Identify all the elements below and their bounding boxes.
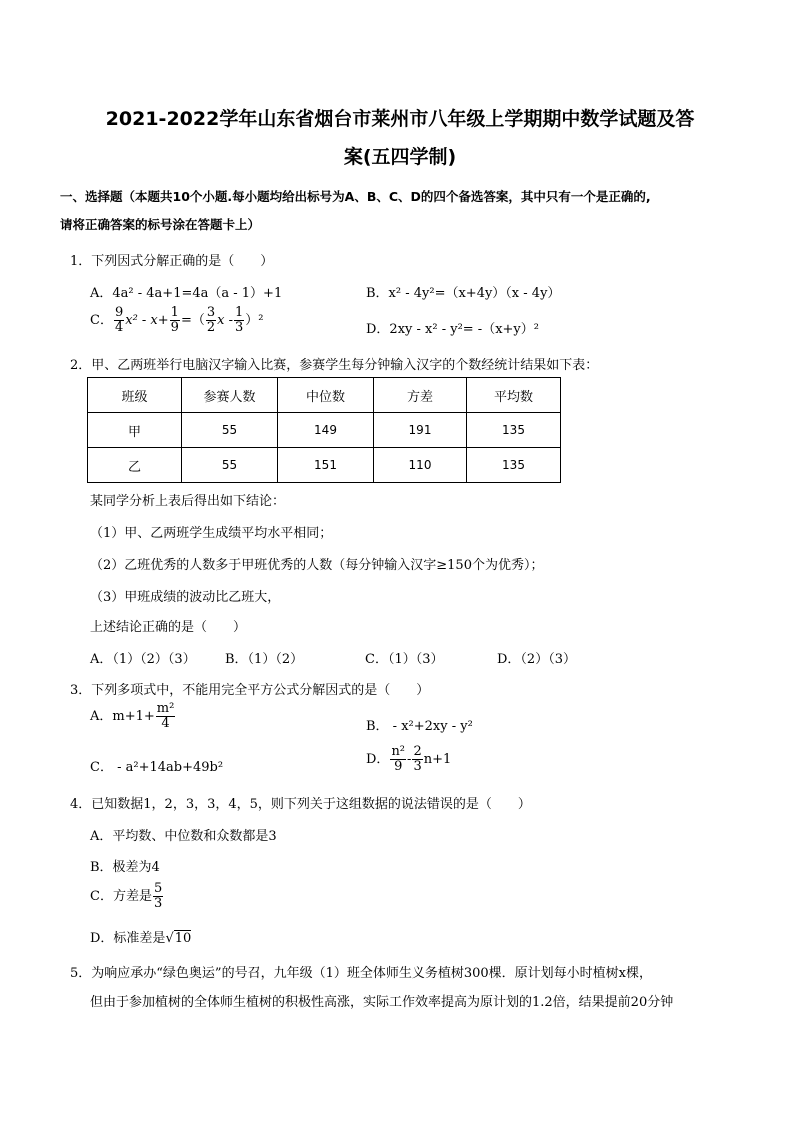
- q2-conclusion-1: （1）甲、乙两班学生成绩平均水平相同；: [90, 526, 333, 541]
- table-cell: 135: [467, 413, 561, 448]
- q1-c-fraction-4: $\frac{1}{3}$: [235, 305, 244, 335]
- q5-line-1: 5．为响应承办“绿色奥运”的号召，九年级（1）班全体师生义务植树300棵．原计划每小时植树x棵，: [70, 966, 652, 981]
- q3-d-label: D．: [366, 752, 390, 767]
- table-cell: 151: [278, 448, 374, 483]
- q2-option-c: C．（1）（3）: [365, 652, 444, 667]
- q3-d-fraction-1: $\frac{\text{n²}}{9}$: [391, 744, 406, 774]
- header-cell: 中位数: [278, 378, 374, 413]
- q4-c-label: C．方差是: [90, 889, 152, 904]
- table-cell: 149: [278, 413, 374, 448]
- q4-d-label: D．标准差是: [90, 931, 166, 946]
- q4-option-a: A．平均数、中位数和众数都是3: [90, 829, 277, 844]
- q1-c-fraction-2: $\frac{1}{9}$: [170, 305, 179, 335]
- header-cell: 参赛人数: [182, 378, 278, 413]
- q4-option-c: [90, 882, 164, 911]
- q2-stem: 2．甲、乙两班举行电脑汉字输入比赛，参赛学生每分钟输入汉字的个数经统计结果如下表：: [70, 358, 599, 373]
- table-row: [88, 413, 561, 448]
- q2-ask: 上述结论正确的是（ ）: [90, 620, 247, 635]
- q1-option-b: B．x² - 4y²=（x+4y）（x - 4y）: [366, 286, 561, 301]
- table-header-row: [88, 378, 561, 413]
- q3-option-b: B． - x²+2xy - y²: [366, 719, 473, 734]
- table-cell: 110: [374, 448, 467, 483]
- q4-d-radicand: 10: [174, 931, 192, 946]
- q3-d-minus: -: [407, 752, 412, 767]
- q4-c-fraction: $\frac{5}{3}$: [153, 881, 163, 911]
- q4-option-b: B．极差为4: [90, 860, 160, 875]
- q1-c-mid: x² - x+: [125, 313, 169, 328]
- q3-d-end: n+1: [423, 752, 452, 767]
- q1-c-label: C．: [90, 313, 113, 328]
- score-table: [87, 377, 561, 483]
- header-cell: 班级: [88, 378, 182, 413]
- q1-c-eq: =（: [180, 313, 205, 328]
- q2-option-b: B．（1）（2）: [225, 652, 304, 667]
- q2-conclusion-3: （3）甲班成绩的波动比乙班大，: [90, 590, 281, 605]
- table-cell: 55: [182, 413, 278, 448]
- q4-stem: 4．已知数据1，2，3，3，4，5，则下列关于这组数据的说法错误的是（ ）: [70, 797, 531, 812]
- q3-d-fraction-2: $\frac{2}{3}$: [413, 744, 422, 774]
- sqrt-symbol: √: [165, 931, 174, 946]
- table-cell: 55: [182, 448, 278, 483]
- q1-stem: 1．下列因式分解正确的是（ ）: [70, 254, 274, 269]
- q3-a-fraction: $\frac{\text{m²}}{4}$: [156, 701, 175, 731]
- q3-a-label: A．m+1+: [90, 709, 155, 724]
- table-cell: 甲: [88, 413, 182, 448]
- q1-option-a: A．4a² - 4a+1=4a（a - 1）+1: [90, 286, 283, 301]
- q3-option-d: [366, 745, 451, 774]
- q1-c-end: ）²: [245, 313, 264, 328]
- section-heading-line-2: 请将正确答案的标号涂在答题卡上）: [60, 217, 261, 232]
- q2-conclusion-2: （2）乙班优秀的人数多于甲班优秀的人数（每分钟输入汉字≥150个为优秀）；: [90, 558, 544, 573]
- q2-intro: 某同学分析上表后得出如下结论：: [90, 494, 286, 509]
- q2-option-d: D．（2）（3）: [497, 652, 576, 667]
- table-cell: 135: [467, 448, 561, 483]
- q1-c-mid2: x -: [217, 313, 233, 328]
- q4-option-d: [90, 927, 191, 946]
- q3-stem: 3．下列多项式中，不能用完全平方公式分解因式的是（ ）: [70, 683, 430, 698]
- header-cell: 方差: [374, 378, 467, 413]
- q3-option-a: [90, 702, 176, 731]
- q1-option-c: [90, 306, 264, 335]
- title-line-2: 案(五四学制): [343, 146, 457, 168]
- q3-option-c: C． - a²+14ab+49b²: [90, 760, 224, 775]
- q5-line-2: 但由于参加植树的全体师生植树的积极性高涨，实际工作效率提高为原计划的1.2倍，结果提前20分钟: [90, 995, 674, 1010]
- q2-option-a: A．（1）（2）（3）: [90, 652, 196, 667]
- table-cell: 191: [374, 413, 467, 448]
- q1-option-d: D．2xy - x² - y²= -（x+y）²: [366, 322, 539, 337]
- table-cell: 乙: [88, 448, 182, 483]
- section-heading-line-1: 一、选择题（本题共10个小题.每小题均给出标号为A、B、C、D的四个备选答案，其中只有一个是正确的,: [60, 189, 651, 204]
- q1-c-fraction-1: $\frac{9}{4}$: [114, 305, 124, 335]
- table-row: [88, 448, 561, 483]
- title-line-1: 2021-2022学年山东省烟台市莱州市八年级上学期期中数学试题及答: [105, 108, 695, 130]
- q1-c-fraction-3: $\frac{3}{2}$: [206, 305, 216, 335]
- page-title: [60, 100, 740, 176]
- header-cell: 平均数: [467, 378, 561, 413]
